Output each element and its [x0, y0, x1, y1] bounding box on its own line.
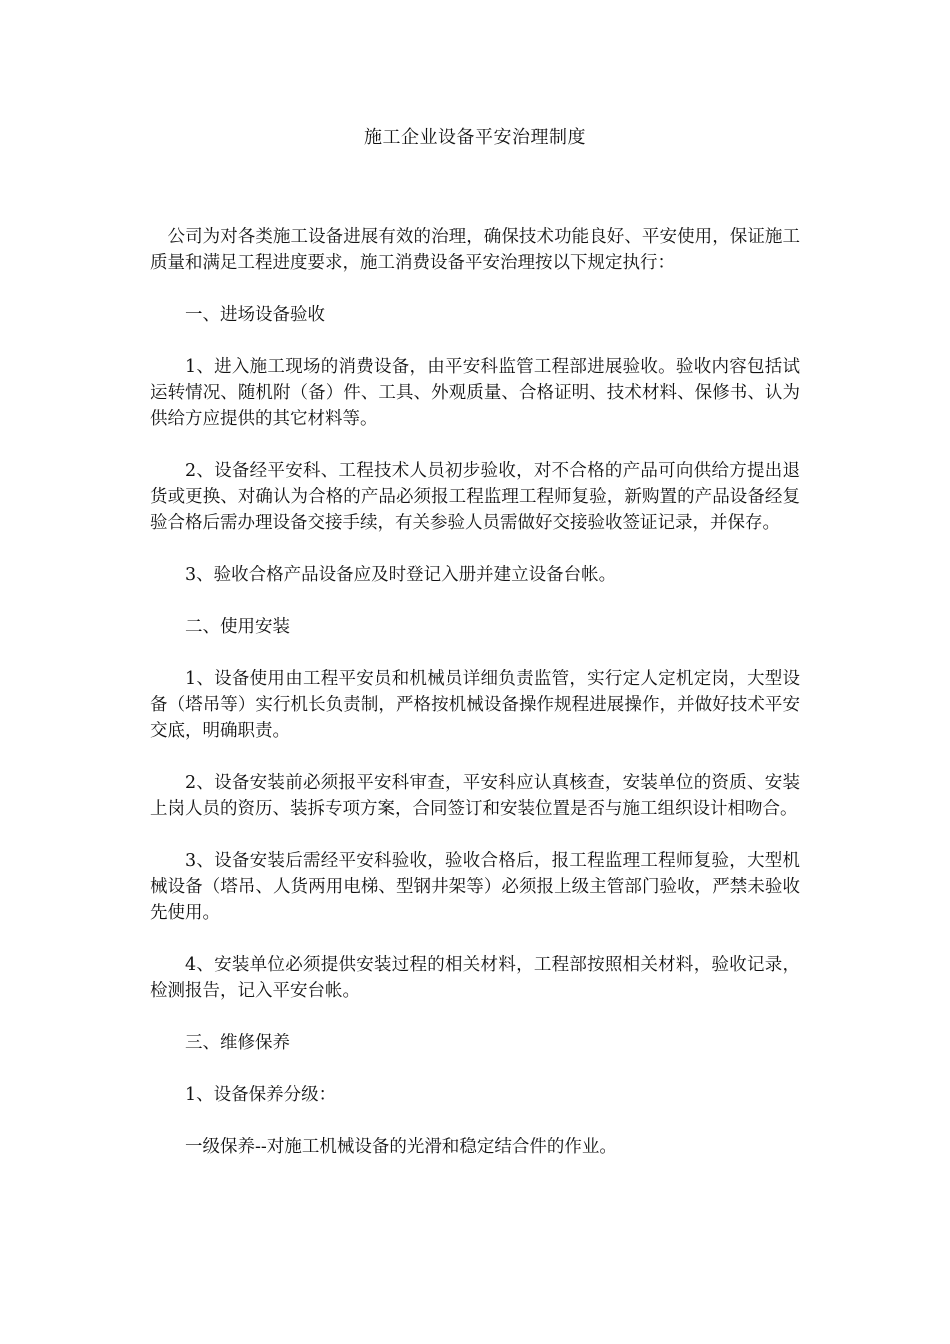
- paragraph-2-4: 4、安装单位必须提供安装过程的相关材料，工程部按照相关材料，验收记录，检测报告，记入平安台帐。: [150, 955, 800, 1001]
- paragraph-3-1: 1、设备保养分级：: [185, 1085, 337, 1105]
- paragraph-1-1: 1、进入施工现场的消费设备，由平安科监管工程部进展验收。验收内容包括试运转情况、随机附（备）件、工具、外观质量、合格证明、技术材料、保修书、认为供给方应提供的其它材料等。: [150, 357, 800, 429]
- paragraph-3-2: 一级保养--对施工机械设备的光滑和稳定结合件的作业。: [185, 1137, 617, 1157]
- document-title: 施工企业设备平安治理制度: [364, 127, 586, 148]
- paragraph-1-2: 2、设备经平安科、工程技术人员初步验收，对不合格的产品可向供给方提出退货或更换、对确认为合格的产品必须报工程监理工程师复验，新购置的产品设备经复验合格后需办理设备交接手续，有关参验人员需做好交接验收签证记录，并保存。: [150, 461, 800, 533]
- section-heading-3: 三、维修保养: [185, 1033, 290, 1053]
- paragraph-1-3: 3、验收合格产品设备应及时登记入册并建立设备台帐。: [185, 565, 617, 585]
- section-heading-2: 二、使用安装: [185, 617, 290, 637]
- intro-paragraph: 公司为对各类施工设备进展有效的治理，确保技术功能良好、平安使用，保证施工质量和满足工程进度要求，施工消费设备平安治理按以下规定执行：: [150, 227, 800, 273]
- document-body: [150, 224, 800, 1186]
- paragraph-2-1: 1、设备使用由工程平安员和机械员详细负责监管，实行定人定机定岗，大型设备（塔吊等）实行机长负责制，严格按机械设备操作规程进展操作，并做好技术平安交底，明确职责。: [150, 669, 800, 741]
- paragraph-2-3: 3、设备安装后需经平安科验收，验收合格后，报工程监理工程师复验，大型机械设备（塔吊、人货两用电梯、型钢井架等）必须报上级主管部门验收，严禁未验收先使用。: [150, 851, 800, 923]
- paragraph-2-2: 2、设备安装前必须报平安科审查，平安科应认真核查，安装单位的资质、安装上岗人员的资历、装拆专项方案，合同签订和安装位置是否与施工组织设计相吻合。: [150, 773, 800, 819]
- section-heading-1: 一、进场设备验收: [185, 305, 325, 325]
